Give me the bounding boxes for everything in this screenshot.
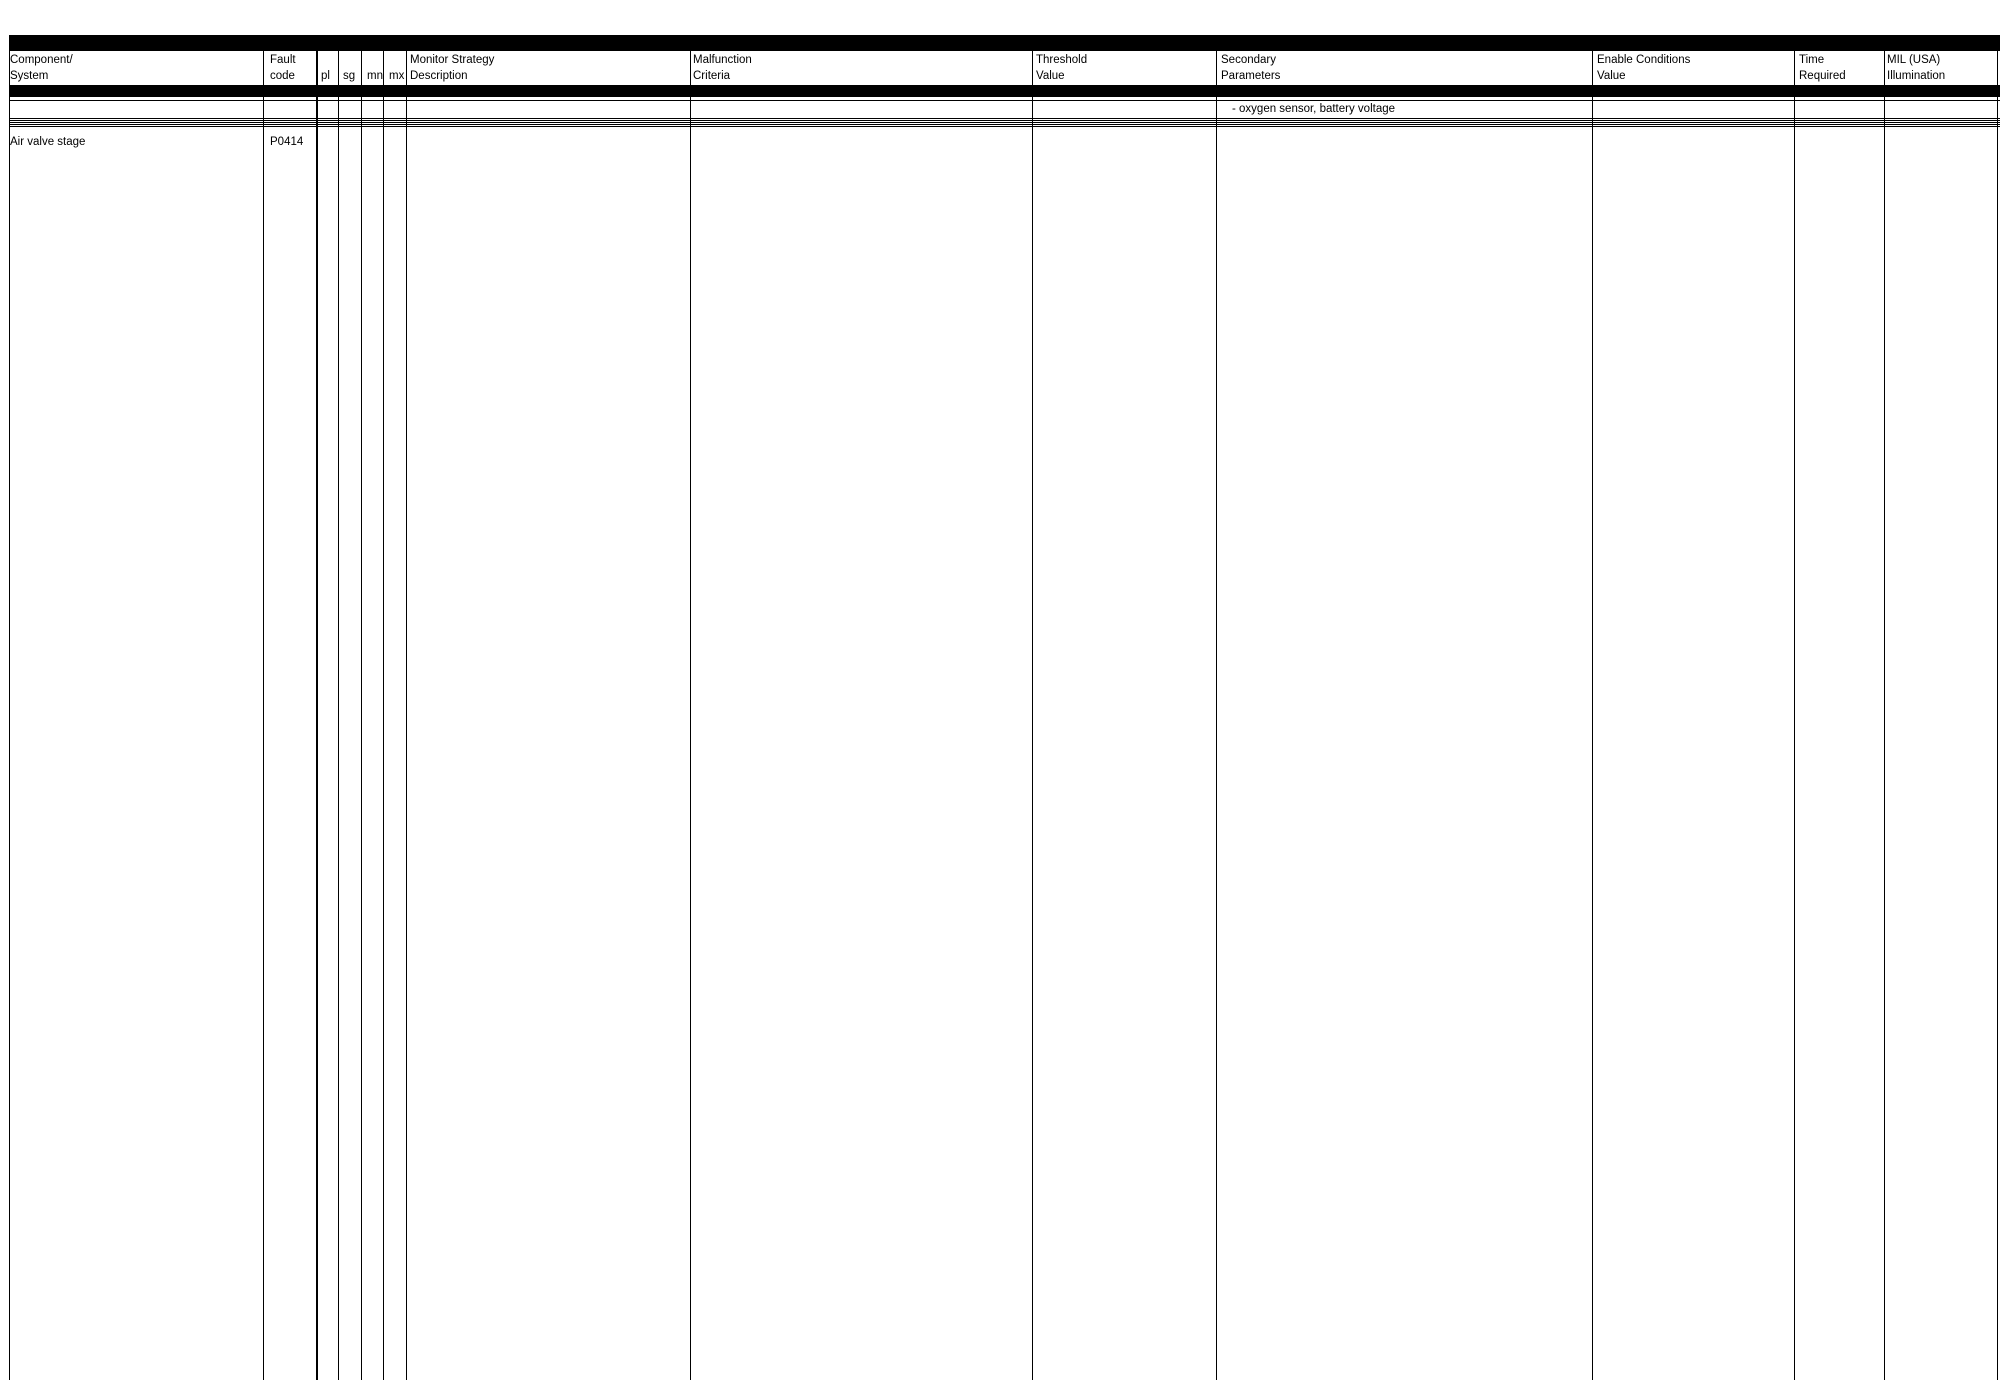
column-divider: [1032, 51, 1033, 1380]
header-sg: sg: [343, 70, 356, 82]
column-divider: [406, 51, 407, 1380]
fault-code: P0414: [270, 136, 304, 148]
header-fault: Fault code: [270, 54, 296, 82]
row-divider: [9, 100, 2000, 101]
header-time: Time Required: [1799, 54, 1846, 82]
row-divider: [9, 122, 2000, 123]
carry-over-secondary: - oxygen sensor, battery voltage: [1232, 103, 1396, 115]
header-threshold: Threshold Value: [1036, 54, 1088, 82]
column-divider: [9, 51, 10, 1380]
component-air-valve-stage: Air valve stage: [10, 136, 86, 148]
column-divider: [263, 51, 264, 1380]
row-divider: [9, 124, 2000, 125]
column-divider: [690, 51, 691, 1380]
header-pl: pl: [321, 70, 330, 82]
header-enable: Enable Conditions Value: [1597, 54, 1691, 82]
column-divider: [383, 51, 384, 1380]
header-secondary: Secondary Parameters: [1221, 54, 1281, 82]
header-mx: mx: [389, 70, 405, 82]
header-strategy: Monitor Strategy Description: [410, 54, 495, 82]
column-divider: [1884, 51, 1885, 1380]
column-divider: [338, 51, 339, 1380]
row-divider: [9, 126, 2000, 127]
header-malfunction: Malfunction Criteria: [693, 54, 752, 82]
row-divider: [9, 120, 2000, 121]
column-divider: [316, 51, 318, 1380]
column-divider: [1592, 51, 1593, 1380]
header-mn: mn: [367, 70, 383, 82]
column-divider: [1216, 51, 1217, 1380]
column-divider: [1997, 51, 1998, 1380]
column-divider: [361, 51, 362, 1380]
header-mil: MIL (USA) Illumination: [1887, 54, 1946, 82]
row-divider: [9, 118, 2000, 119]
row-divider: [9, 85, 2000, 97]
header-component: Component/ System: [10, 54, 73, 82]
column-divider: [1794, 51, 1795, 1380]
